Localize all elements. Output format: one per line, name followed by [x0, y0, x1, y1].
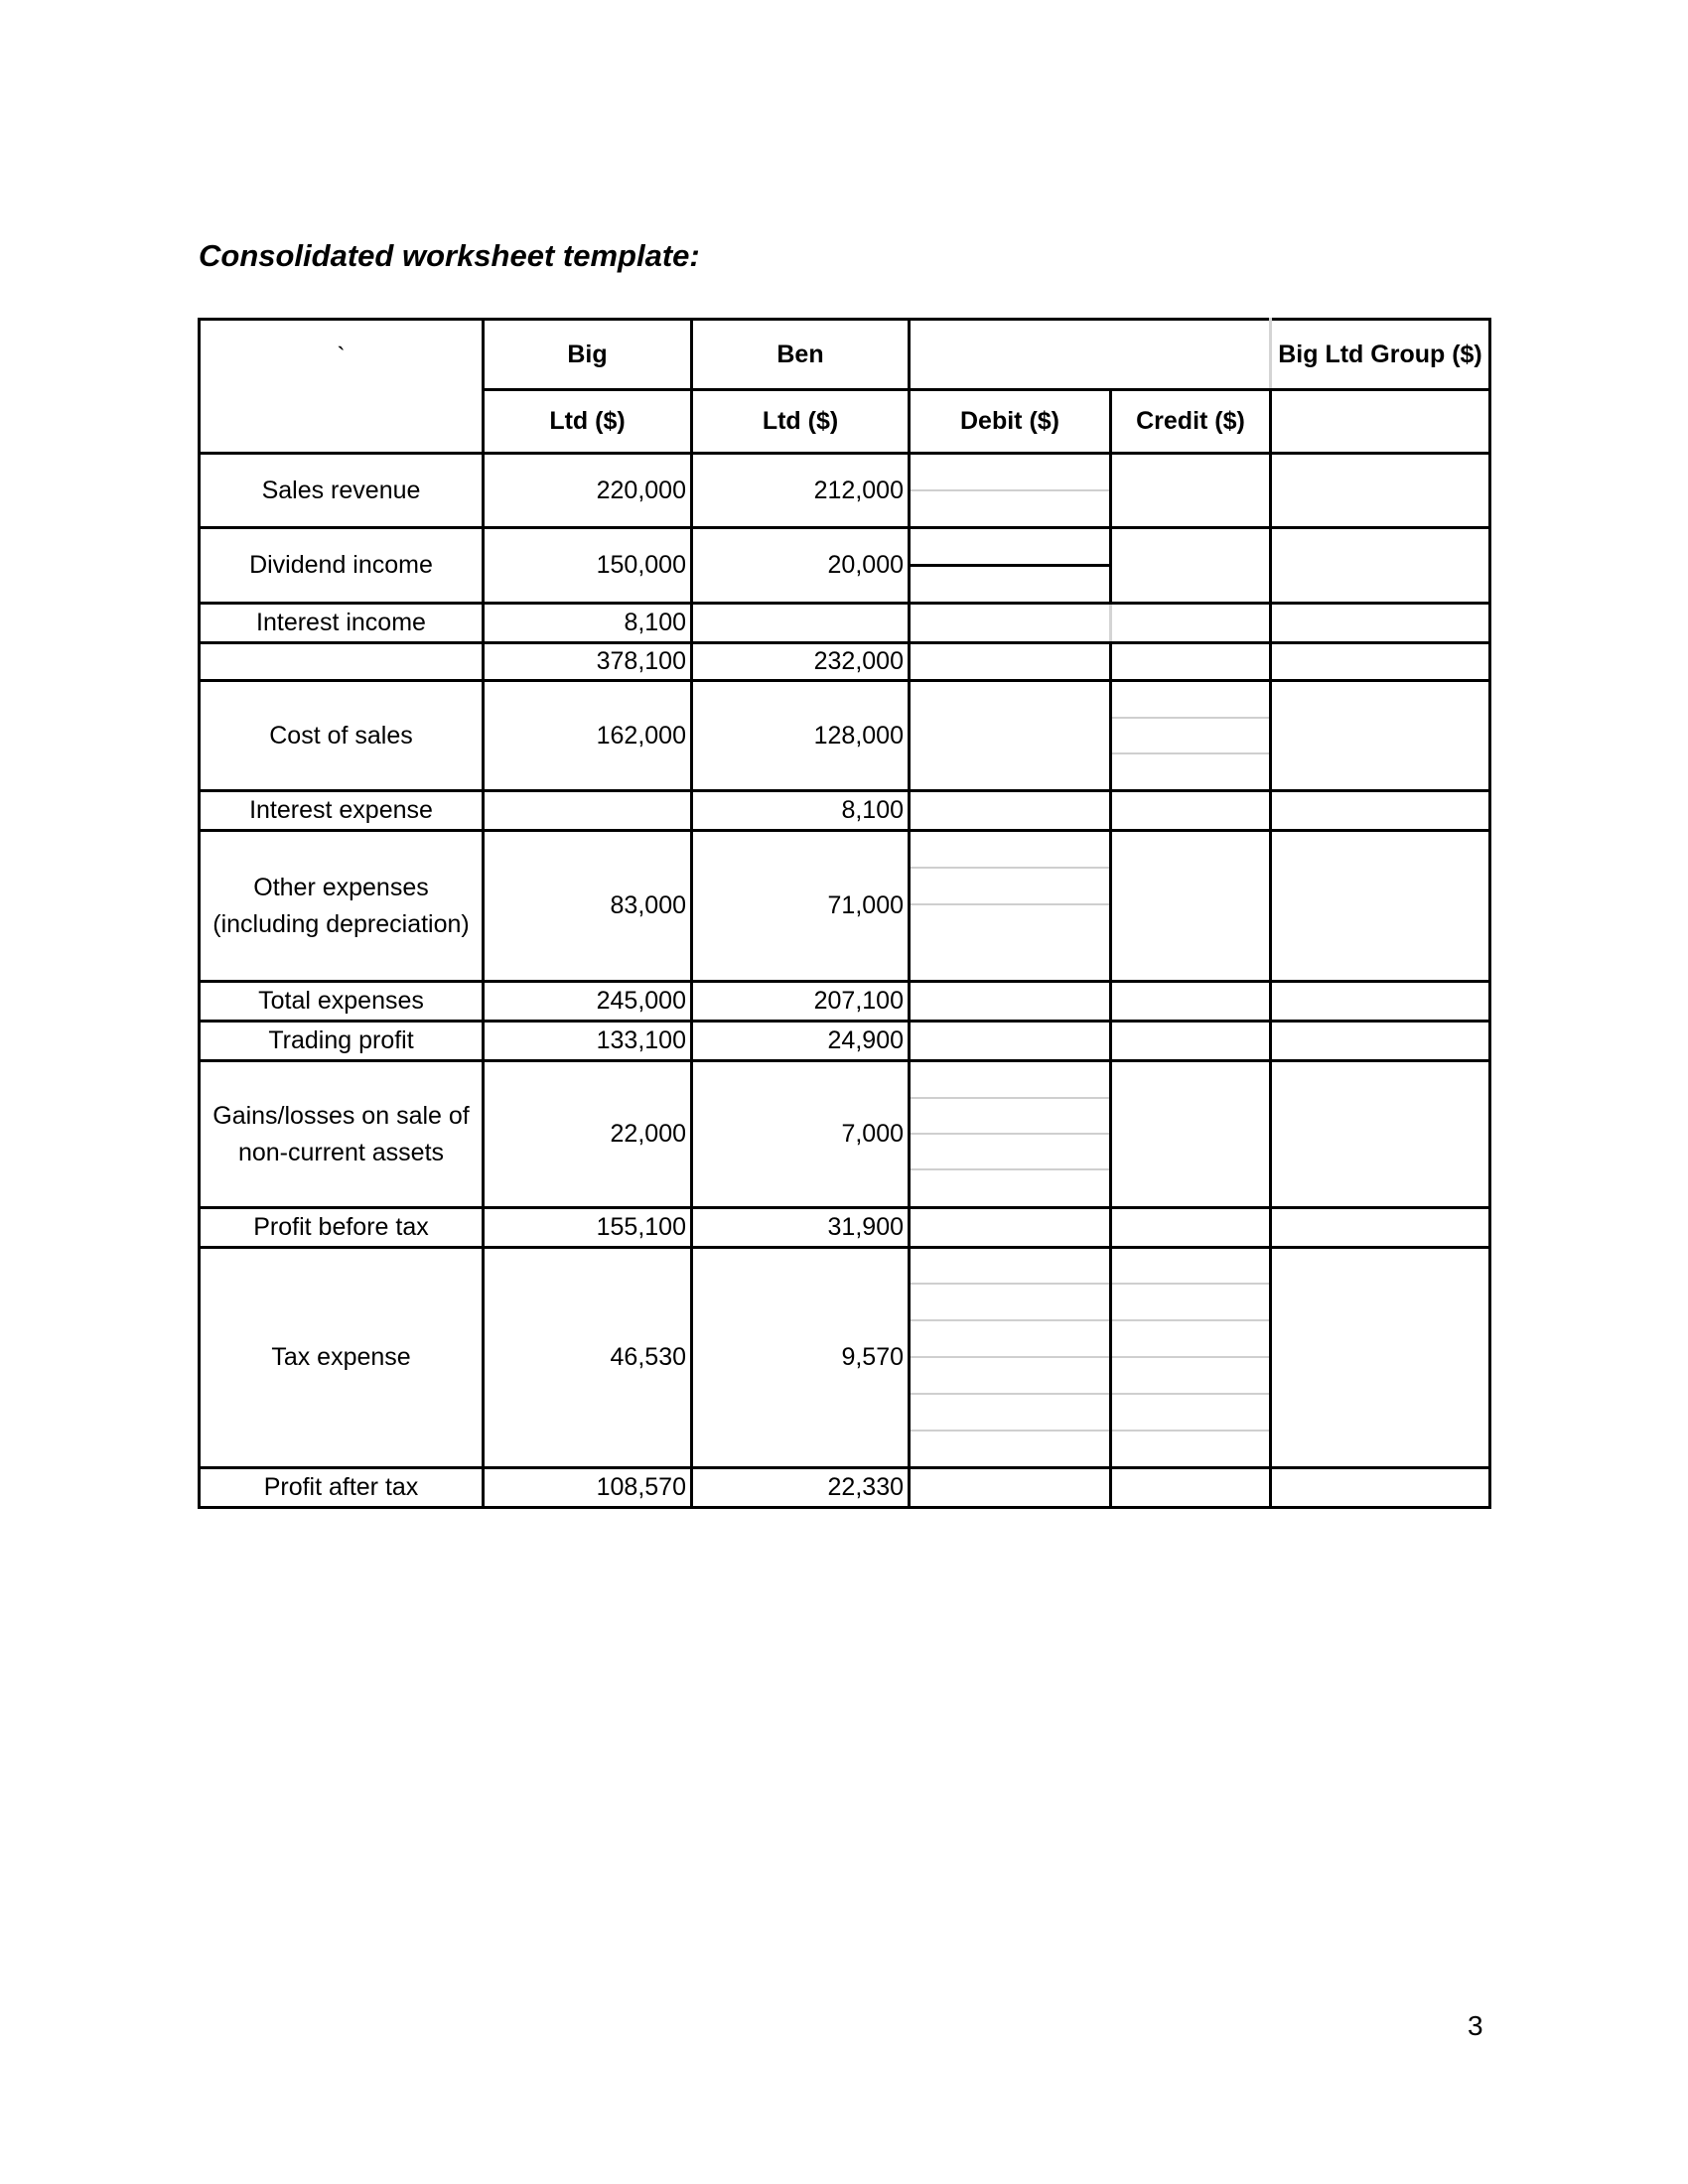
- group-cell[interactable]: [1271, 528, 1490, 604]
- debit-cell[interactable]: [910, 791, 1111, 831]
- row-label: Total expenses: [200, 982, 484, 1022]
- debit-cell[interactable]: [910, 1022, 1111, 1061]
- row-label: Cost of sales: [200, 681, 484, 791]
- consolidation-worksheet-table: [198, 318, 1491, 1509]
- debit-cell[interactable]: [910, 681, 1111, 791]
- big-ltd-value: 83,000: [484, 831, 692, 982]
- ben-ltd-value: 128,000: [692, 681, 910, 791]
- big-ltd-value: 46,530: [484, 1248, 692, 1468]
- debit-cell[interactable]: [910, 831, 1111, 982]
- corner-mark: `: [337, 342, 346, 370]
- row-label: Other expenses (including depreciation): [200, 831, 484, 982]
- table-row: [200, 528, 1490, 604]
- table-row: [200, 643, 1490, 681]
- debit-cell[interactable]: [910, 454, 1111, 528]
- header-big: Big: [484, 320, 692, 390]
- header-big-ltd: Ltd ($): [484, 390, 692, 454]
- header-row-top: [200, 320, 1490, 390]
- credit-cell[interactable]: [1111, 982, 1271, 1022]
- group-cell[interactable]: [1271, 643, 1490, 681]
- table-row: [200, 604, 1490, 643]
- big-ltd-value: [484, 791, 692, 831]
- ben-ltd-value: 24,900: [692, 1022, 910, 1061]
- big-ltd-value: 22,000: [484, 1061, 692, 1208]
- credit-cell[interactable]: [1111, 831, 1271, 982]
- ben-ltd-value: 71,000: [692, 831, 910, 982]
- ben-ltd-value: 232,000: [692, 643, 910, 681]
- credit-cell[interactable]: [1111, 1248, 1271, 1468]
- table-row: [200, 1061, 1490, 1208]
- group-cell[interactable]: [1271, 982, 1490, 1022]
- table-row: [200, 681, 1490, 791]
- group-cell[interactable]: [1271, 1468, 1490, 1508]
- group-cell[interactable]: [1271, 1248, 1490, 1468]
- credit-cell[interactable]: [1111, 604, 1271, 643]
- big-ltd-value: 155,100: [484, 1208, 692, 1248]
- big-ltd-value: 108,570: [484, 1468, 692, 1508]
- ben-ltd-value: 212,000: [692, 454, 910, 528]
- group-cell[interactable]: [1271, 604, 1490, 643]
- big-ltd-value: 8,100: [484, 604, 692, 643]
- group-cell[interactable]: [1271, 1061, 1490, 1208]
- header-group-blank: [1271, 390, 1490, 454]
- header-group: Big Ltd Group ($): [1271, 320, 1490, 390]
- big-ltd-value: 150,000: [484, 528, 692, 604]
- debit-cell[interactable]: [910, 1248, 1111, 1468]
- row-label: Gains/losses on sale of non-current assets: [200, 1061, 484, 1208]
- credit-cell[interactable]: [1111, 643, 1271, 681]
- row-label: Trading profit: [200, 1022, 484, 1061]
- row-label: [200, 643, 484, 681]
- debit-cell[interactable]: [910, 1468, 1111, 1508]
- ben-ltd-value: 9,570: [692, 1248, 910, 1468]
- big-ltd-value: 162,000: [484, 681, 692, 791]
- debit-cell[interactable]: [910, 643, 1111, 681]
- ben-ltd-value: 7,000: [692, 1061, 910, 1208]
- ben-ltd-value: 207,100: [692, 982, 910, 1022]
- header-corner-cell: [200, 320, 484, 454]
- header-adjustments: [910, 320, 1271, 390]
- table-row: [200, 1248, 1490, 1468]
- table-row: [200, 1468, 1490, 1508]
- big-ltd-value: 378,100: [484, 643, 692, 681]
- ben-ltd-value: 20,000: [692, 528, 910, 604]
- big-ltd-value: 133,100: [484, 1022, 692, 1061]
- table-row: [200, 1208, 1490, 1248]
- debit-cell[interactable]: [910, 1061, 1111, 1208]
- table-row: [200, 454, 1490, 528]
- header-ben-ltd: Ltd ($): [692, 390, 910, 454]
- group-cell[interactable]: [1271, 1022, 1490, 1061]
- credit-cell[interactable]: [1111, 1468, 1271, 1508]
- row-label: Tax expense: [200, 1248, 484, 1468]
- header-debit: Debit ($): [910, 390, 1111, 454]
- credit-cell[interactable]: [1111, 1208, 1271, 1248]
- group-cell[interactable]: [1271, 1208, 1490, 1248]
- ben-ltd-value: [692, 604, 910, 643]
- group-cell[interactable]: [1271, 831, 1490, 982]
- row-label: Sales revenue: [200, 454, 484, 528]
- table-row: [200, 1022, 1490, 1061]
- ben-ltd-value: 22,330: [692, 1468, 910, 1508]
- row-label: Profit after tax: [200, 1468, 484, 1508]
- page-number: 3: [1468, 2010, 1483, 2041]
- big-ltd-value: 245,000: [484, 982, 692, 1022]
- group-cell[interactable]: [1271, 454, 1490, 528]
- row-label: Interest income: [200, 604, 484, 643]
- header-ben: Ben: [692, 320, 910, 390]
- group-cell[interactable]: [1271, 791, 1490, 831]
- debit-cell[interactable]: [910, 982, 1111, 1022]
- credit-cell[interactable]: [1111, 791, 1271, 831]
- debit-cell[interactable]: [910, 1208, 1111, 1248]
- credit-cell[interactable]: [1111, 1061, 1271, 1208]
- table-row: [200, 791, 1490, 831]
- credit-cell[interactable]: [1111, 454, 1271, 528]
- credit-cell[interactable]: [1111, 1022, 1271, 1061]
- debit-cell[interactable]: [910, 604, 1111, 643]
- row-label: Dividend income: [200, 528, 484, 604]
- debit-cell[interactable]: [910, 528, 1111, 604]
- table-row: [200, 831, 1490, 982]
- table-row: [200, 982, 1490, 1022]
- header-credit: Credit ($): [1111, 390, 1271, 454]
- row-label: Profit before tax: [200, 1208, 484, 1248]
- credit-cell[interactable]: [1111, 681, 1271, 791]
- group-cell[interactable]: [1271, 681, 1490, 791]
- credit-cell[interactable]: [1111, 528, 1271, 604]
- row-label: Interest expense: [200, 791, 484, 831]
- big-ltd-value: 220,000: [484, 454, 692, 528]
- ben-ltd-value: 31,900: [692, 1208, 910, 1248]
- page-title: Consolidated worksheet template:: [199, 238, 700, 273]
- ben-ltd-value: 8,100: [692, 791, 910, 831]
